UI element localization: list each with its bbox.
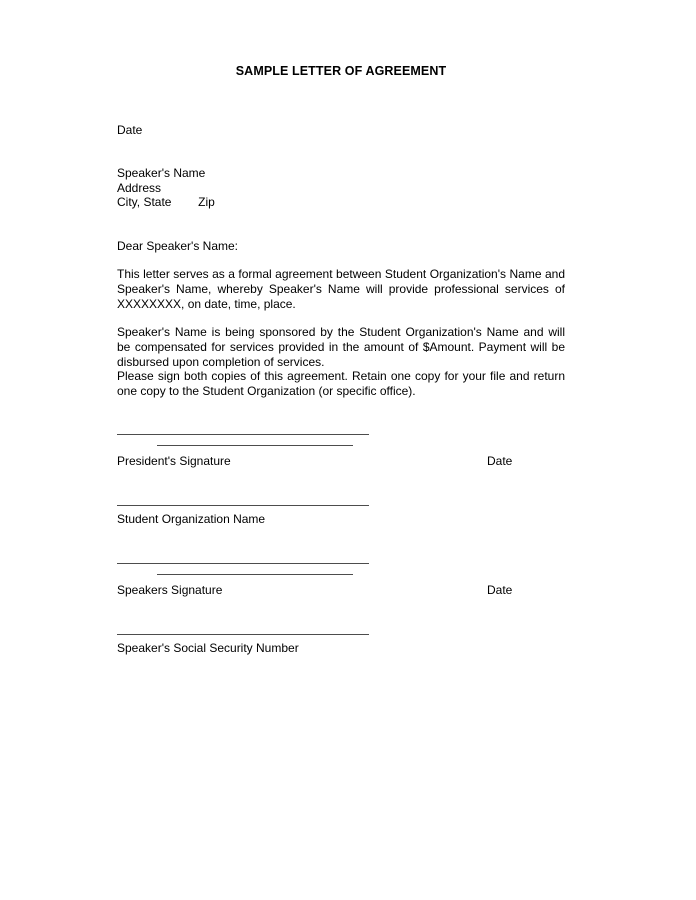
signature-rule — [117, 634, 369, 635]
signature-date-label-speaker: Date — [487, 583, 513, 597]
signature-label-organization: Student Organization Name — [117, 512, 266, 526]
signature-block-organization — [117, 505, 565, 535]
body-paragraph-2 — [117, 325, 565, 371]
recipient-city-state-zip: City, State Zip — [117, 195, 215, 210]
recipient-name: Speaker's Name — [117, 166, 206, 180]
signature-rule-secondary — [157, 445, 353, 446]
salutation: Dear Speaker's Name: — [117, 239, 239, 253]
signature-rule — [117, 434, 369, 435]
signature-rule — [117, 563, 369, 564]
recipient-address: Address — [117, 180, 162, 195]
page-title: SAMPLE LETTER OF AGREEMENT — [235, 64, 447, 78]
recipient-address-block — [117, 166, 215, 210]
signature-rule-secondary — [157, 574, 353, 575]
body-paragraph-1-text: This letter serves as a formal agreement between Student Organization's Name and Speaker's Name, whereby Speaker's Name will provide professional services of XXXXXXXX, on date, time, place. — [117, 267, 565, 312]
body-paragraph-1 — [117, 267, 565, 313]
body-paragraph-2-text: Speaker's Name is being sponsored by the Student Organization's Name and will be compensated for services provided in the amount of $Amount. Payment will be disbursed upon completion of services. — [117, 325, 565, 370]
signature-block-ssn — [117, 634, 565, 664]
letter-date-placeholder: Date — [117, 123, 143, 137]
body-paragraph-3 — [117, 369, 565, 399]
signature-label-speaker: Speakers Signature — [117, 583, 223, 597]
signature-block-speaker — [117, 563, 565, 603]
body-paragraph-3-text: Please sign both copies of this agreement. Retain one copy for your file and return one copy to the Student Organization (or specific office). — [117, 369, 565, 399]
signature-date-label-president: Date — [487, 454, 513, 468]
signature-label-president: President's Signature — [117, 454, 231, 468]
signature-block-president — [117, 434, 565, 474]
signature-rule — [117, 505, 369, 506]
signature-label-ssn: Speaker's Social Security Number — [117, 641, 299, 655]
